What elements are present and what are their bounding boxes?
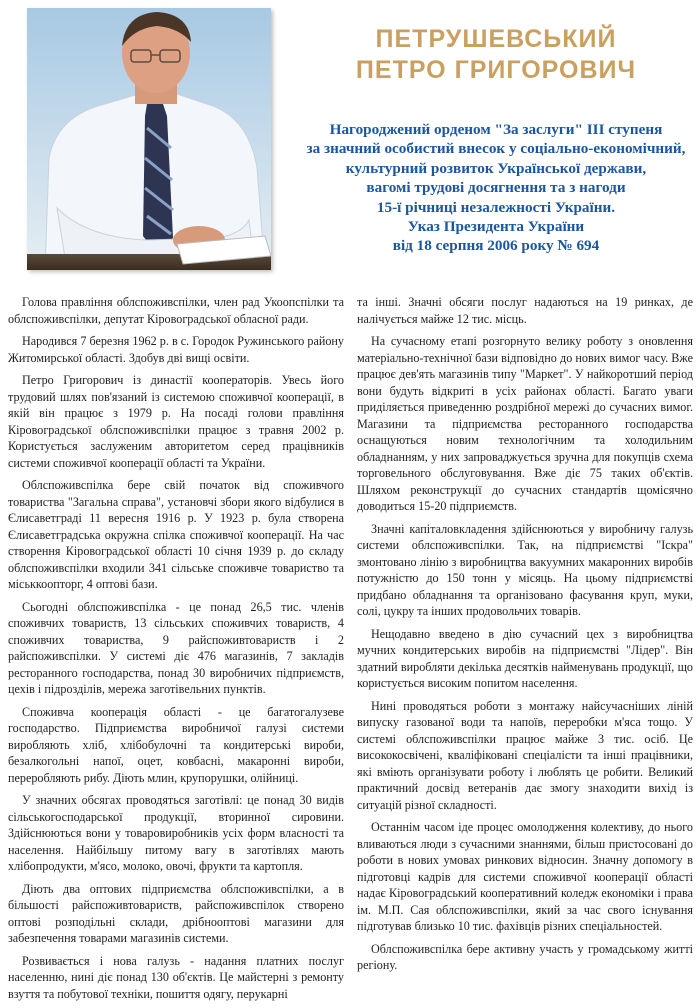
paragraph: Споживча кооперація області - це багатогалузеве господарство. Підприємства виробничої галузі системи виробляють хліб, хлібобулочні та кондитерські вироби, безалкогольні напої, оцет, ковбасні, макаронні вироби, переробляють рибу. Діють млин, крупорушки, олійниці. (8, 704, 344, 785)
award-line: Нагороджений орденом "За заслуги" III ступеня (329, 121, 663, 138)
paragraph: Голова правління облспоживспілки, член рад Укоопспілки та облспоживспілки, депутат Кіровоградської обласної ради. (8, 295, 344, 326)
paragraph: Нещодавно введено в дію сучасний цех з виробництва мучних кондитерських виробів на підприємстві "Лідер". Він здатний виробляти декілька десятків найменувань продукції, що користується високим попитом населення. (357, 626, 693, 690)
person-name (300, 24, 692, 86)
paragraph: Розвивається і нова галузь - надання платних послуг населенню, нині діє понад 130 об'єктів. Це майстерні з ремонту взуття та побутової техніки, пошиття одягу, перукарні (8, 953, 344, 1001)
award-line: культурний розвиток Української держави, (345, 159, 647, 177)
name-line-surname: ПЕТРУШЕВСЬКИЙ (375, 25, 617, 53)
paragraph: та інші. Значні обсяги послуг надаються на 19 ринках, де налічується майже 12 тис. місць. (357, 295, 693, 326)
body-column-left (8, 294, 344, 1008)
award-line: Указ Президента України (407, 218, 585, 236)
paragraph: Облспоживспілка бере свій початок від споживчого товариства "Загальна справа", установчі збори якого відбулися в Єлисаветграді 11 вересня 1916 р. У 1923 р. була створена Єлисаветградська окружна спілка споживчої кооперації. На час створення Кіровоградської області 10 січня 1939 р. до складу облспоживспілки входили 341 сільське споживче товариство та міськкоопторг, 4 оптові бази. (8, 478, 344, 591)
portrait-illustration (27, 8, 271, 270)
paragraph: Облспоживспілка бере активну участь у громадському житті регіону. (357, 941, 693, 972)
award-line: за значний особистий внесок у соціально-економічний, (306, 140, 686, 158)
paragraph: На сучасному етапі розгорнуто велику роботу з оновлення матеріально-технічної бази відповідно до нових вимог часу. Вже працює дев'ять магазинів типу "Маркет". У найкоротший період вони будуть відкриті в усіх районах області. Багато уваги приділяється приведенню роздрібної мережі до сучасних вимог. Магазини та підприємства ресторанного господарства оснащуються новим технологічним та холодильним обладнанням, у них запроваджується зручна для покупців схема торговельного обслуговування. Вже діє 75 таких об'єктів. Шляхом реконструкції до сучасних стандартів щомісячно доводиться 15-20 підприємств. (357, 334, 693, 513)
award-line: 15-ї річниці незалежності України. (376, 198, 616, 216)
award-line: від 18 серпня 2006 року № 694 (392, 237, 600, 255)
paragraph: Діють два оптових підприємства облспоживспілки, а в більшості райспоживтовариств, райспоживспілок створено оптові розподільні склади, дрібнооптові магазини для забезпечення товарами магазинів системи. (8, 881, 344, 945)
body-column-right (357, 294, 693, 980)
paragraph: Нині проводяться роботи з монтажу найсучасніших ліній випуску газованої води та напоїв, переробки м'яса тощо. У системі облспоживспілки працює майже 3 тис. осіб. Це висококосвічені, кваліфіковані спеціалісти та інші працівники, які вміють організувати роботу і люблять це робити. Великий практичний досвід ветеранів дає змогу знаходити вихід із ситуацій різної складності. (357, 698, 693, 812)
paragraph: Петро Григорович із династії кооператорів. Увесь його трудовий шлях пов'язаний із системою споживчої кооперації, в якій він працює з 1979 р. На посаді голови правління Кіровоградської облспоживспілки працює з травня 2002 р. Користується заслуженим авторитетом серед працівників системи споживчої кооперації області та України. (8, 373, 344, 470)
paragraph: Народився 7 березня 1962 р. в с. Городок Ружинського району Житомирської області. Здобув дві вищі освіти. (8, 334, 344, 365)
name-line-given: ПЕТРО ГРИГОРОВИЧ (355, 56, 637, 84)
paragraph: Сьогодні облспоживспілка - це понад 26,5 тис. членів споживчих товариств, 13 сільських споживчих товариств, 4 споживчих товариства, 9 райспоживтовариств і 2 райспоживспілки. У системі діє 476 магазинів, 7 закладів ресторанного господарства, понад 30 виробничих підприємств, цехів і підрозділів, мережа заготівельних пунктів. (8, 599, 344, 696)
award-text (300, 120, 692, 256)
paragraph: У значних обсягах проводяться заготівлі: це понад 30 видів сільськогосподарської продукції, вторинної сировини. Здійснюються вони у товаровиробників усіх форм власності та населення. Найбільшу питому вагу в заготівлях мають хлібопродукти, м'ясо, молоко, овочі, фрукти та картопля. (8, 793, 344, 873)
portrait-photo (27, 8, 271, 270)
paragraph: Останнім часом іде процес омолодження колективу, до нього вливаються люди з сучасними знаннями, більш пристосовані до роботи в нових умовах ринкових відносин. Значну допомогу в підготовці кадрів для системи споживчої кооперації області надає Кіровоградський кооперативний коледж економіки і права ім. М.П. Сая облспоживспілки, який за час свого існування підготував близько 10 тис. фахівців різних спеціальностей. (357, 820, 693, 933)
paragraph: Значні капіталовкладення здійснюються у виробничу галузь системи облспоживспілки. Так, на підприємстві "Іскра" змонтовано лінію з виробництва вакуумних макаронних виробів потужністю до 150 тонн у місяць. На цьому підприємстві придбано обладнання та організовано фасування круп, муки, солі, цукру та інших продовольчих товарів. (357, 521, 693, 618)
award-line: вагомі трудові досягнення та з нагоди (366, 179, 626, 197)
